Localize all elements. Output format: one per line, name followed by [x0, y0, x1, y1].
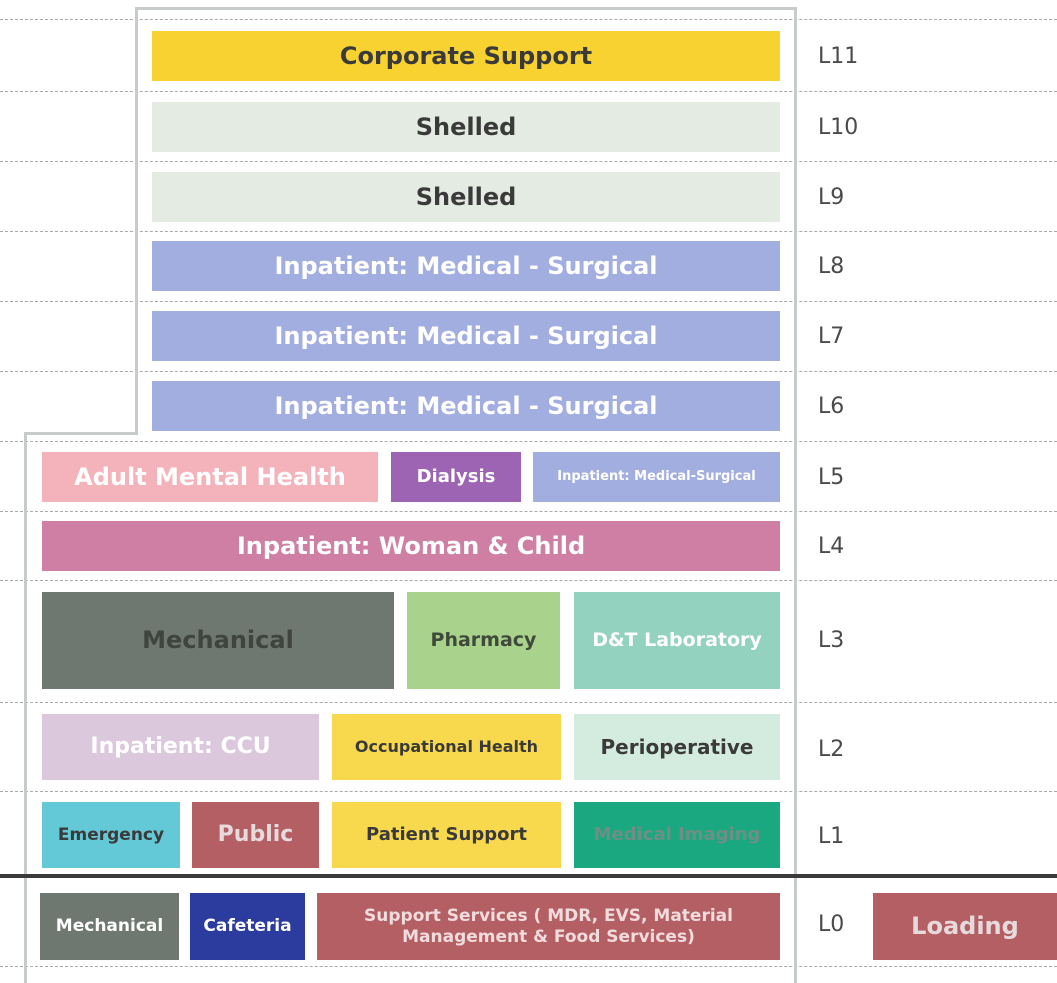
block-loading: Loading	[873, 893, 1057, 960]
building-outline-podium-left	[24, 432, 27, 983]
floor-line	[0, 511, 1057, 512]
building-outline-right	[794, 7, 797, 983]
level-label-l7: L7	[818, 324, 845, 349]
block-inpatient-medsurg-l6: Inpatient: Medical - Surgical	[152, 381, 780, 431]
block-cafeteria: Cafeteria	[190, 893, 305, 960]
block-inpatient-medsurg-l5: Inpatient: Medical-Surgical	[533, 452, 780, 502]
level-label-l1: L1	[818, 824, 845, 849]
block-public: Public	[192, 802, 319, 868]
floor-line	[0, 966, 1057, 967]
block-dialysis: Dialysis	[391, 452, 521, 502]
block-shelled-l10: Shelled	[152, 102, 780, 152]
ground-line	[0, 874, 1057, 878]
block-inpatient-medsurg-l8: Inpatient: Medical - Surgical	[152, 241, 780, 291]
block-inpatient-ccu: Inpatient: CCU	[42, 714, 319, 780]
block-shelled-l9: Shelled	[152, 172, 780, 222]
block-mechanical-l0: Mechanical	[40, 893, 179, 960]
floor-line	[0, 19, 1057, 20]
block-adult-mental-health: Adult Mental Health	[42, 452, 378, 502]
floor-line	[0, 91, 1057, 92]
building-outline-tower-left	[135, 7, 138, 435]
floor-line	[0, 791, 1057, 792]
block-inpatient-medsurg-l7: Inpatient: Medical - Surgical	[152, 311, 780, 361]
floor-line	[0, 580, 1057, 581]
level-label-l2: L2	[818, 737, 845, 762]
block-medical-imaging: Medical Imaging	[574, 802, 780, 868]
floor-line	[0, 231, 1057, 232]
level-label-l8: L8	[818, 254, 845, 279]
block-support-services: Support Services ( MDR, EVS, Material Management & Food Services)	[317, 893, 780, 960]
level-label-l0: L0	[818, 912, 845, 937]
building-outline-top	[135, 7, 797, 10]
block-mechanical-l3: Mechanical	[42, 592, 394, 689]
level-label-l3: L3	[818, 628, 845, 653]
block-inpatient-woman-child: Inpatient: Woman & Child	[42, 521, 780, 571]
block-patient-support: Patient Support	[332, 802, 561, 868]
level-label-l10: L10	[818, 115, 859, 140]
floor-line	[0, 371, 1057, 372]
block-corporate-support: Corporate Support	[152, 31, 780, 81]
floor-line	[0, 301, 1057, 302]
block-pharmacy: Pharmacy	[407, 592, 560, 689]
level-label-l6: L6	[818, 394, 845, 419]
floor-line	[0, 702, 1057, 703]
block-emergency: Emergency	[42, 802, 180, 868]
building-outline-step	[24, 432, 138, 435]
block-occupational-health: Occupational Health	[332, 714, 561, 780]
level-label-l9: L9	[818, 185, 845, 210]
block-perioperative: Perioperative	[574, 714, 780, 780]
floor-line	[0, 441, 1057, 442]
floor-line	[0, 161, 1057, 162]
level-label-l5: L5	[818, 465, 845, 490]
level-label-l4: L4	[818, 534, 845, 559]
block-dt-laboratory: D&T Laboratory	[574, 592, 780, 689]
level-label-l11: L11	[818, 44, 859, 69]
